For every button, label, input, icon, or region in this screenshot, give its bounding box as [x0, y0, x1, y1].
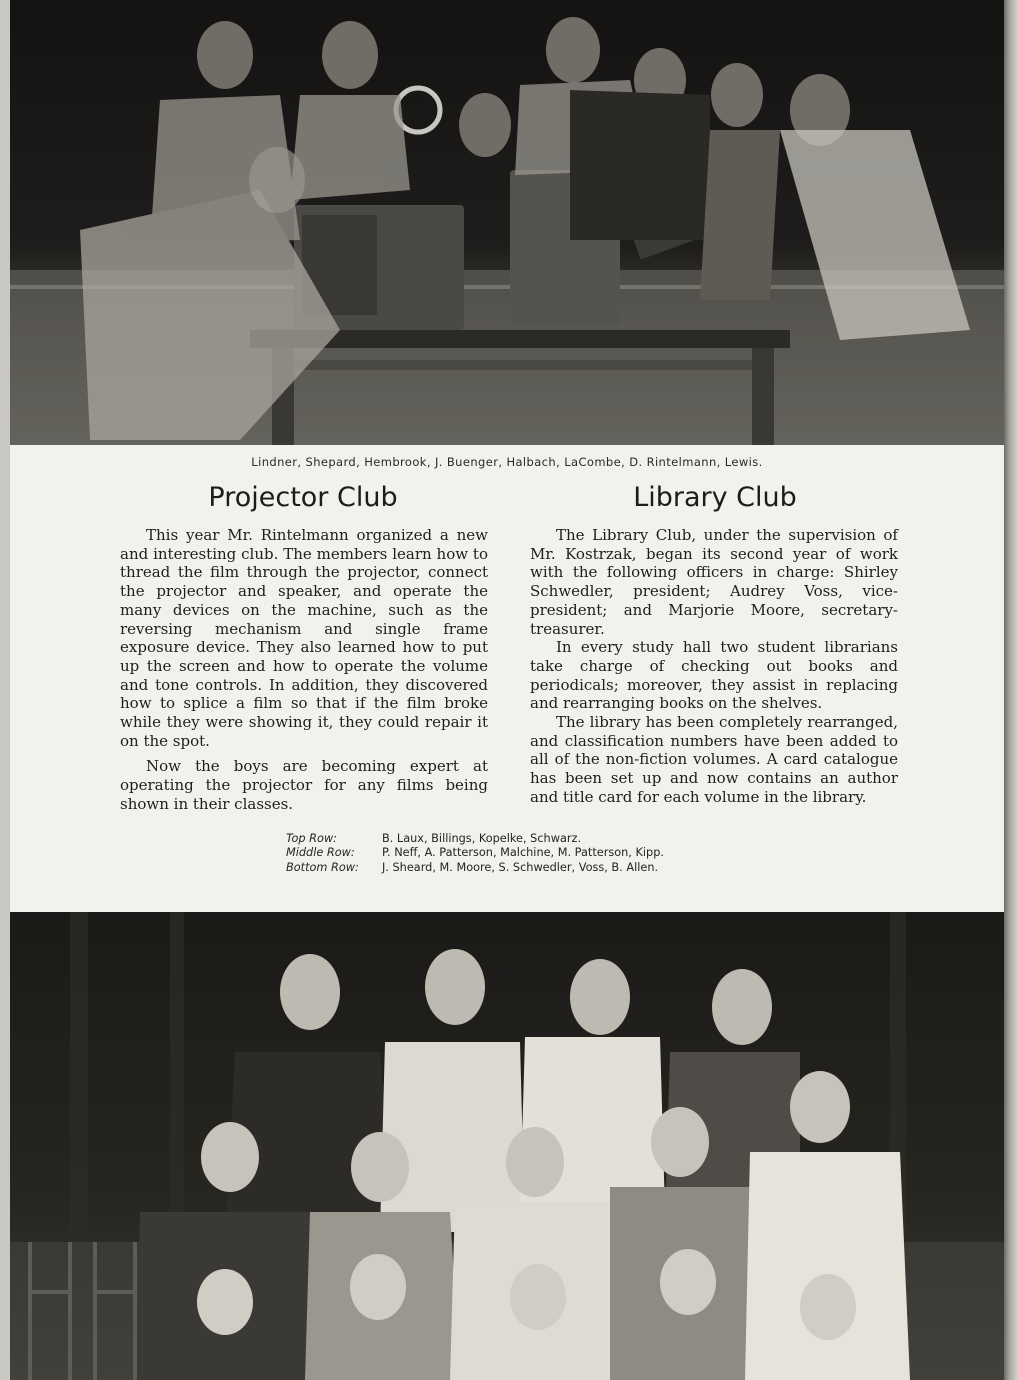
projector-club-paragraph: This year Mr. Rintelmann organized a new and interesting club. The members learn how to thread the film through the projector, connect the projector and speaker, and operate the many devices on the machine, such as the reversing mechanism and single frame exposure device. They also learned how to put up the screen and how to operate the volume and tone controls. In addition, they discovered how to splice a film so that if the film broke while they were showing it, they could repair it on the spot. [120, 526, 488, 750]
projector-club-title: Projector Club [208, 482, 398, 513]
projector-club-paragraph: Now the boys are becoming expert at operating the projector for any films being shown in their classes. [120, 757, 488, 813]
row-names: P. Neff, A. Patterson, Malchine, M. Patterson, Kipp. [382, 846, 664, 860]
page-edge-shadow [1004, 0, 1018, 1380]
projector-club-caption: Lindner, Shepard, Hembrook, J. Buenger, Halbach, LaCombe, D. Rintelmann, Lewis. [251, 455, 763, 469]
row-label: Top Row: [286, 832, 337, 845]
caption-row [286, 832, 664, 846]
projector-club-photo [10, 0, 1004, 445]
library-club-title: Library Club [633, 482, 797, 513]
caption-row [286, 861, 664, 875]
library-club-paragraph: The library has been completely rearranged, and classification numbers have been added to all of the non-fiction volumes. A card catalogue has been set up and now contains an author and title card for each volume in the library. [530, 713, 898, 806]
row-names: J. Sheard, M. Moore, S. Schwedler, Voss, B. Allen. [382, 860, 659, 874]
row-label: Middle Row: [286, 846, 355, 860]
library-club-text [530, 526, 898, 807]
library-club-paragraph: The Library Club, under the supervision of Mr. Kostrzak, began its second year of work with the following officers in charge: Shirley Schwedler, president; Audrey Voss, vice-president; and Marjorie Moore, secretary-treasurer. [530, 526, 898, 638]
row-label: Bottom Row: [286, 860, 359, 874]
caption-row [286, 846, 664, 860]
row-names: B. Laux, Billings, Kopelke, Schwarz. [382, 832, 582, 845]
library-club-paragraph: In every study hall two student librarians take charge of checking out books and periodicals; moreover, they assist in replacing and rearranging books on the shelves. [530, 638, 898, 713]
library-club-photo [10, 912, 1004, 1380]
projector-club-text [120, 526, 488, 814]
library-club-row-captions [286, 832, 664, 875]
